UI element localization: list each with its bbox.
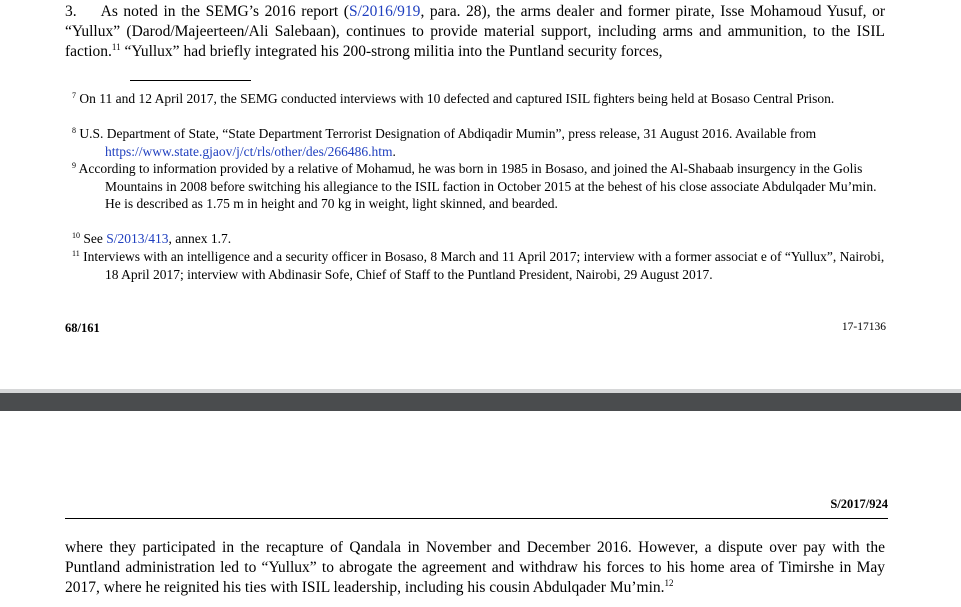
document-code: 17-17136 — [841, 321, 886, 333]
footnote-tail: , annex 1.7. — [168, 231, 232, 246]
link-state-gov[interactable]: https://www.state.gjaov/j/ct/rls/other/des/266486.htm — [105, 143, 393, 159]
footnote-9 — [65, 160, 885, 213]
footnote-number: 11 — [72, 249, 80, 258]
paragraph-3 — [65, 2, 885, 62]
footnote-text: U.S. Department of State, “State Department Terrorist Designation of Abdiqadir Mumin”, press release, 31 August 2016. Available from — [79, 126, 817, 141]
footnote-ref-11[interactable]: 11 — [111, 42, 121, 52]
page-number: 68/161 — [65, 321, 100, 335]
footnote-7 — [65, 90, 885, 108]
footnote-tail: . — [392, 143, 396, 159]
continuation-text: where they participated in the recapture of Qandala in November and December 2016. However, a dispute over pay with the Puntland administration led to “Yullux” to abrogate the agreement and withdraw his forces to his home area of Timirshe in May 2017, where he reignited his ties with ISIL leadership, including his cousin Abdulqader Mu’min. — [65, 539, 885, 596]
paragraph-text-2: , para. 28), the arms dealer and former pirate, Isse Mohamoud Yusuf, or “Yullux” (Darod/Majeerteen/Ali Salebaan), continues to provide material support, including arms and ammunition, to the ISIL faction. — [65, 3, 885, 60]
footnote-text: On 11 and 12 April 2017, the SEMG conducted interviews with 10 defected and captured ISIL fighters being held at Bosaso Central Prison. — [79, 91, 835, 106]
paragraph-text-3: “Yullux” had briefly integrated his 200-strong militia into the Puntland security forces, — [120, 43, 663, 60]
link-s-2016-919[interactable]: S/2016/919 — [348, 3, 421, 20]
continuation-paragraph — [65, 538, 885, 598]
footnote-number: 8 — [72, 126, 76, 135]
footnote-8 — [65, 125, 885, 160]
footnote-number: 7 — [72, 91, 76, 100]
footnote-ref-12[interactable]: 12 — [664, 578, 674, 588]
paragraph-text-1: As noted in the SEMG’s 2016 report ( — [100, 3, 349, 20]
footnote-11 — [65, 248, 885, 283]
footnote-number: 9 — [72, 161, 76, 170]
footnote-number: 10 — [72, 231, 80, 240]
document-symbol: S/2017/924 — [830, 497, 888, 511]
header-rule — [65, 518, 888, 519]
footnote-text: According to information provided by a relative of Mohamud, he was born in 1985 in Bosaso, and joined the Al-Shabaab insurgency in the Golis Mountains in 2008 before switching his allegiance to the ISIL faction in October 2015 at the behest of his close associate Abdulqader Mu’min. He is described as 1.75 m in height and 70 kg in weight, light skinned, and bearded. — [78, 161, 877, 211]
footnote-separator — [130, 80, 251, 81]
paragraph-number: 3. — [65, 3, 77, 20]
page-divider — [0, 393, 961, 411]
footnote-10 — [65, 230, 885, 248]
footnote-text: Interviews with an intelligence and a security officer in Bosaso, 8 March and 11 April 2017; interview with a former associat e of “Yullux”, Nairobi, 18 April 2017; interview with Abdinasir Sofe, Chief of Staff to the Puntland President, Nairobi, 29 August 2017. — [83, 249, 885, 282]
link-s-2013-413[interactable]: S/2013/413 — [106, 231, 169, 246]
footnote-text: See — [83, 231, 107, 246]
